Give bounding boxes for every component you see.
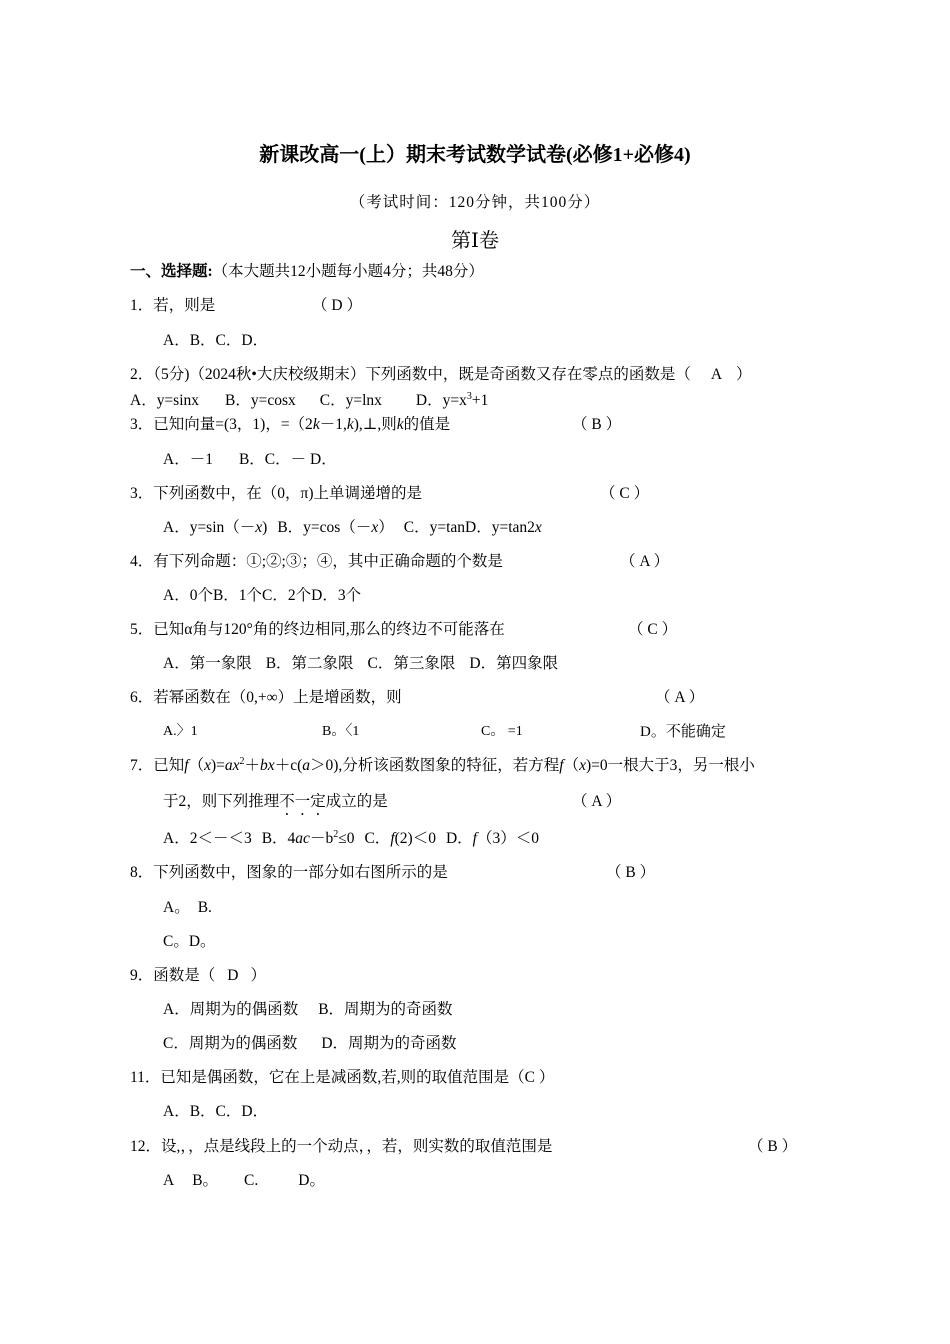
question-6-stem: 6．若幂函数在（0,+∞）上是增函数，则 bbox=[130, 689, 402, 706]
section-note: （本大题共12小题每小题4分；共48分） bbox=[212, 263, 484, 280]
question-3a-stem-part: －1, bbox=[319, 416, 347, 433]
question-3b-var: x bbox=[371, 519, 379, 536]
question-5-option-d: D．第四象限 bbox=[469, 655, 559, 672]
question-2-option-d-tail: +1 bbox=[471, 392, 489, 409]
question-7-option-d: D． bbox=[445, 830, 473, 847]
question-8-option-c: C。 bbox=[163, 933, 189, 950]
question-6-option-b: B。〈1 bbox=[322, 724, 360, 739]
question-7-var: f bbox=[559, 757, 564, 774]
question-7-var: x bbox=[204, 757, 211, 774]
question-3b-option-b: B．y=cos（－ bbox=[277, 519, 372, 536]
question-3b-var: x bbox=[255, 519, 263, 536]
section-heading-line bbox=[130, 262, 484, 282]
question-3b-option-cd: C．y=tanD．y=tan2 bbox=[403, 519, 535, 536]
question-9-option-d: D．周期为的奇函数 bbox=[321, 1035, 457, 1052]
question-8-option-d: D。 bbox=[188, 933, 216, 950]
question-7-var: x bbox=[579, 757, 586, 774]
question-3a-var: k bbox=[396, 416, 404, 433]
question-3b-var: x bbox=[534, 519, 542, 536]
question-12-option-c: C. bbox=[244, 1172, 259, 1189]
question-3b-option-b-close: ） bbox=[378, 519, 394, 536]
question-8-answer: （ B ） bbox=[606, 864, 656, 881]
exam-subtitle: （考试时间：120分钟，共100分） bbox=[349, 194, 601, 211]
question-1-options: A．B．C．D． bbox=[163, 332, 269, 349]
question-2-option-c: C．y=lnx bbox=[319, 392, 382, 409]
question-9-option-c: C．周期为的偶函数 bbox=[163, 1035, 298, 1052]
question-3b-option-a: A．y=sin（－ bbox=[163, 519, 256, 536]
question-5-stem: 5．已知α角与120°角的终边相同,那么的终边不可能落在 bbox=[130, 621, 505, 638]
question-7-var: f bbox=[390, 830, 395, 847]
question-2-option-d: D．y=x bbox=[415, 392, 467, 409]
question-5-options bbox=[163, 654, 558, 674]
question-8-stem: 8．下列函数中，图象的一部分如右图所示的是 bbox=[130, 864, 448, 881]
question-11-stem: 11．已知是偶函数，它在上是减函数,若,则的取值范围是（C ） bbox=[130, 1069, 555, 1086]
question-7-stem-line2 bbox=[163, 792, 388, 819]
question-7-part: ＋ bbox=[244, 757, 261, 774]
question-3b-options bbox=[163, 518, 542, 538]
question-9-stem-text: 9．函数是（ bbox=[130, 967, 216, 984]
question-2-answer: A bbox=[710, 366, 723, 383]
question-5-option-b: B．第二象限 bbox=[265, 655, 354, 672]
question-2-option-d-exponent: 3 bbox=[466, 391, 472, 402]
question-7-var: f bbox=[184, 757, 189, 774]
question-7-part: （ bbox=[563, 757, 580, 774]
question-3b-option-a-close: ) bbox=[262, 519, 268, 536]
question-7-option-d: （3）＜0 bbox=[476, 830, 539, 847]
question-8-options-row1 bbox=[163, 898, 212, 918]
question-5-answer: （ C ） bbox=[628, 621, 678, 638]
question-7-part: )=0一根大于3，另一根小 bbox=[586, 757, 755, 774]
question-3b-stem: 3．下列函数中，在（0，π)上单调递增的是 bbox=[130, 485, 422, 502]
question-3a-option-a: A．－1 bbox=[163, 451, 213, 468]
question-8-options-row2 bbox=[163, 932, 216, 952]
question-9-answer: D bbox=[227, 967, 239, 984]
question-7-part: 于2，则下列推理 bbox=[163, 793, 280, 810]
question-7-option-a: A．2＜－＜3 bbox=[163, 830, 252, 847]
question-2-option-a: A．y=sinx bbox=[130, 392, 200, 409]
question-9-options-row2 bbox=[163, 1034, 457, 1054]
question-3a-option-rest: B．C．－ D． bbox=[238, 451, 337, 468]
question-2-stem bbox=[130, 365, 752, 385]
question-8-option-b: B. bbox=[197, 899, 212, 916]
question-7-var: a bbox=[302, 757, 310, 774]
question-7-exponent: 2 bbox=[239, 756, 245, 767]
question-7-part: 7．已知 bbox=[130, 757, 185, 774]
question-3a-stem-part: ),⊥,则 bbox=[353, 416, 397, 433]
question-12-answer: （ B ） bbox=[748, 1138, 798, 1155]
question-2-option-b: B．y=cosx bbox=[225, 392, 296, 409]
question-9-option-a: A．周期为的偶函数 bbox=[163, 1001, 299, 1018]
question-11-options: A．B．C．D． bbox=[163, 1103, 269, 1120]
question-9-option-b: B．周期为的奇函数 bbox=[318, 1001, 453, 1018]
question-7-option-b: －b bbox=[309, 830, 334, 847]
question-7-option-b: ≤0 bbox=[338, 830, 355, 847]
question-7-var: f bbox=[472, 830, 477, 847]
question-2-answer-close: ） bbox=[736, 366, 752, 383]
question-7-stem bbox=[130, 756, 755, 776]
question-7-part: )= bbox=[210, 757, 225, 774]
question-12-option-d: D。 bbox=[298, 1172, 325, 1189]
volume-label: 第Ⅰ卷 bbox=[451, 230, 499, 252]
question-7-part: ＋c( bbox=[274, 757, 303, 774]
question-4-stem: 4．有下列命题：①;②;③；④，其中正确命题的个数是 bbox=[130, 553, 503, 570]
question-1-stem: 1．若，则是 bbox=[130, 297, 216, 314]
question-1-answer: （ D ） bbox=[312, 297, 362, 314]
question-4-options: A．0个B．1个C．2个D．3个 bbox=[163, 587, 362, 604]
question-3a-stem bbox=[130, 415, 450, 435]
question-7-var: bx bbox=[260, 757, 275, 774]
question-12-options bbox=[163, 1171, 325, 1191]
question-7-option-b: B．4 bbox=[261, 830, 296, 847]
question-6-answer: （ A ） bbox=[655, 689, 705, 706]
question-5-option-a: A．第一象限 bbox=[163, 655, 252, 672]
question-8-option-a: A。 bbox=[163, 899, 190, 916]
exam-title: 新课改高一(上）期末考试数学试卷(必修1+必修4) bbox=[259, 144, 691, 166]
question-2-stem-text: 2．（5分)（2024秋•大庆校级期末）下列函数中，既是奇函数又存在零点的函数是（ bbox=[130, 366, 691, 383]
question-3a-var: k bbox=[346, 416, 354, 433]
question-9-stem bbox=[130, 966, 266, 986]
question-12-option-a: A bbox=[163, 1172, 175, 1189]
question-7-option-c: (2)＜0 bbox=[394, 830, 436, 847]
question-7-part: ＞0),分析该函数图象的特征，若方程 bbox=[309, 757, 560, 774]
question-6-option-c: C。 =1 bbox=[481, 724, 523, 739]
question-3a-options bbox=[163, 450, 337, 470]
question-7-answer: （ A ） bbox=[572, 793, 622, 810]
question-3a-answer: （ B ） bbox=[572, 416, 622, 433]
question-9-answer-close: ） bbox=[250, 967, 266, 984]
question-7-exponent: 2 bbox=[333, 829, 339, 840]
question-3b-answer: （ C ） bbox=[600, 485, 650, 502]
question-6-option-a: A.〉1 bbox=[163, 724, 198, 739]
question-3a-stem-part: 3．已知向量=(3，1)，=（2 bbox=[130, 416, 313, 433]
question-9-options-row1 bbox=[163, 1000, 453, 1020]
question-5-option-c: C．第三象限 bbox=[367, 655, 456, 672]
question-7-part: （ bbox=[188, 757, 205, 774]
question-3a-var: k bbox=[312, 416, 320, 433]
question-3a-stem-part: 的值是 bbox=[403, 416, 451, 433]
question-6-option-d: D。不能确定 bbox=[640, 724, 726, 740]
question-12-stem: 12．设,，，点是线段上的一个动点，，若，则实数的取值范围是 bbox=[130, 1138, 553, 1155]
question-2-options bbox=[130, 391, 488, 411]
question-7-options bbox=[163, 829, 539, 849]
question-7-option-c: C． bbox=[364, 830, 391, 847]
question-7-var: ax bbox=[224, 757, 240, 774]
question-12-option-b: B。 bbox=[192, 1172, 219, 1189]
question-7-var: ac bbox=[295, 830, 310, 847]
question-7-part: 成立的是 bbox=[325, 793, 388, 810]
question-7-emphasis: 不一定 bbox=[279, 793, 326, 810]
section-heading: 一、选择题: bbox=[130, 263, 213, 280]
question-4-answer: （ A ） bbox=[620, 553, 670, 570]
